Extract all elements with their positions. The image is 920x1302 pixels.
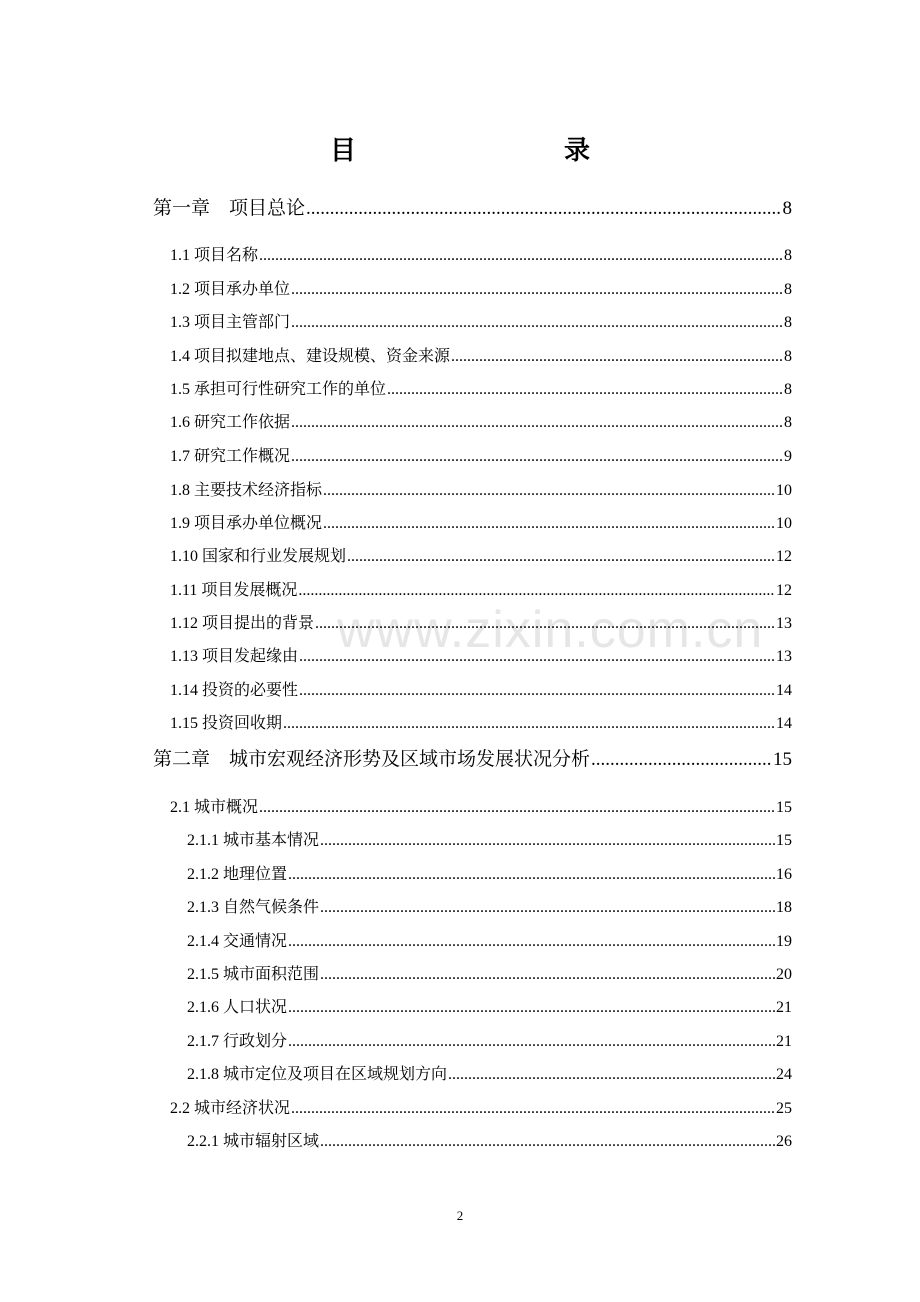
toc-page: 8: [784, 314, 792, 331]
toc-page: 8: [784, 247, 792, 264]
toc-page: 21: [776, 999, 792, 1016]
page-number: 2: [456, 1208, 464, 1223]
toc-entry-2-1-1[interactable]: [187, 827, 792, 850]
toc-label: 1.8 主要技术经济指标: [170, 482, 323, 499]
toc-entry-1-14[interactable]: [170, 677, 792, 700]
toc-page: 18: [776, 899, 792, 916]
toc-label: 1.10 国家和行业发展规划: [170, 548, 347, 565]
toc-leader: [448, 1066, 775, 1084]
toc-label: 1.4 项目拟建地点、建设规模、资金来源: [170, 348, 451, 365]
toc-entry-2-1-3[interactable]: [187, 894, 792, 917]
toc-page: 15: [776, 799, 792, 816]
toc-label: 1.2 项目承办单位: [170, 281, 291, 298]
toc-label: 2.2.1 城市辐射区域: [187, 1133, 320, 1150]
toc-label: 1.14 投资的必要性: [170, 682, 299, 699]
toc-entry-2-1-4[interactable]: [187, 928, 792, 951]
toc-label: 1.5 承担可行性研究工作的单位: [170, 381, 387, 398]
toc-label: 1.11 项目发展概况: [170, 582, 298, 599]
toc-page: 15: [776, 832, 792, 849]
toc-entry-1-2[interactable]: [170, 276, 792, 299]
toc-leader: [387, 381, 783, 399]
toc-label: 2.2 城市经济状况: [170, 1100, 291, 1117]
toc-page: 14: [776, 715, 792, 732]
toc-label: 1.6 研究工作依据: [170, 414, 291, 431]
toc-page: 13: [776, 615, 792, 632]
toc-page: 15: [773, 749, 792, 770]
toc-label: 2.1.1 城市基本情况: [187, 832, 320, 849]
toc-chapter-2[interactable]: [153, 744, 792, 771]
toc-label: 2.1.3 自然气候条件: [187, 899, 320, 916]
toc-entry-2-1[interactable]: [170, 794, 792, 817]
toc-label: 1.7 研究工作概况: [170, 448, 291, 465]
toc-page: 14: [776, 682, 792, 699]
toc-entry-1-9[interactable]: [170, 510, 792, 533]
toc-entry-1-15[interactable]: [170, 710, 792, 733]
toc-page: 8: [782, 198, 792, 219]
toc-page: 10: [776, 515, 792, 532]
toc-label: 2.1.6 人口状况: [187, 999, 288, 1016]
toc-leader: [320, 832, 775, 850]
toc-label: 第二章 城市宏观经济形势及区域市场发展状况分析: [153, 749, 591, 770]
toc-leader: [291, 1100, 775, 1118]
toc-entry-2-1-6[interactable]: [187, 994, 792, 1017]
toc-page: 13: [776, 648, 792, 665]
toc-page: 26: [776, 1133, 792, 1150]
toc-label: 1.3 项目主管部门: [170, 314, 291, 331]
toc-leader: [591, 749, 772, 771]
toc-label: 2.1.4 交通情况: [187, 933, 288, 950]
toc-entry-2-1-2[interactable]: [187, 861, 792, 884]
toc-leader: [259, 247, 783, 265]
toc-leader: [320, 966, 775, 984]
toc-entry-1-5[interactable]: [170, 376, 792, 399]
toc-entry-1-8[interactable]: [170, 477, 792, 500]
toc-page: 12: [776, 582, 792, 599]
toc-label: 2.1 城市概况: [170, 799, 259, 816]
toc-page: 25: [776, 1100, 792, 1117]
toc-leader: [288, 933, 775, 951]
toc-entry-2-1-5[interactable]: [187, 961, 792, 984]
toc-leader: [451, 348, 783, 366]
toc-leader: [288, 866, 775, 884]
toc-leader: [291, 448, 783, 466]
toc-page: 16: [776, 866, 792, 883]
toc-leader: [288, 999, 775, 1017]
toc-page: 8: [784, 414, 792, 431]
toc-leader: [323, 515, 775, 533]
page-title: 目 录: [329, 136, 642, 165]
toc-entry-2-2[interactable]: [170, 1095, 792, 1118]
toc-page: 10: [776, 482, 792, 499]
toc-leader: [283, 715, 775, 733]
toc-label: 1.15 投资回收期: [170, 715, 283, 732]
toc-entry-1-3[interactable]: [170, 309, 792, 332]
toc-leader: [259, 799, 775, 817]
toc-entry-1-7[interactable]: [170, 443, 792, 466]
toc-page: 8: [784, 281, 792, 298]
toc-entry-1-1[interactable]: [170, 242, 792, 265]
toc-entry-1-12[interactable]: [170, 610, 792, 633]
toc-label: 1.9 项目承办单位概况: [170, 515, 323, 532]
toc-leader: [291, 314, 783, 332]
toc-leader: [299, 682, 775, 700]
toc-leader: [299, 648, 775, 666]
toc-label: 第一章 项目总论: [153, 198, 306, 219]
toc-page: 8: [784, 348, 792, 365]
toc-entry-2-2-1[interactable]: [187, 1128, 792, 1151]
toc-label: 2.1.5 城市面积范围: [187, 966, 320, 983]
toc-entry-1-10[interactable]: [170, 543, 792, 566]
toc-entry-1-4[interactable]: [170, 343, 792, 366]
toc-label: 1.12 项目提出的背景: [170, 615, 315, 632]
toc-label: 1.13 项目发起缘由: [170, 648, 299, 665]
toc-leader: [291, 414, 783, 432]
toc-page: 20: [776, 966, 792, 983]
toc-page: 24: [776, 1066, 792, 1083]
toc-page: 9: [784, 448, 792, 465]
toc-label: 1.1 项目名称: [170, 247, 259, 264]
toc-label: 2.1.7 行政划分: [187, 1033, 288, 1050]
watermark: www.zixin.com.cn: [337, 601, 764, 659]
toc-chapter-1[interactable]: [153, 193, 792, 220]
toc-entry-1-6[interactable]: [170, 409, 792, 432]
toc-leader: [315, 615, 775, 633]
toc-label: 2.1.8 城市定位及项目在区域规划方向: [187, 1066, 448, 1083]
toc-leader: [320, 1133, 775, 1151]
toc-page: 21: [776, 1033, 792, 1050]
toc-page: 8: [784, 381, 792, 398]
toc-leader: [320, 899, 775, 917]
toc-entry-2-1-7[interactable]: [187, 1028, 792, 1051]
toc-page: 19: [776, 933, 792, 950]
toc-page: 12: [776, 548, 792, 565]
toc-entry-1-13[interactable]: [170, 643, 792, 666]
toc-entry-1-11[interactable]: [170, 577, 792, 600]
toc-leader: [306, 198, 781, 220]
toc-leader: [288, 1033, 775, 1051]
toc-leader: [291, 281, 783, 299]
toc-entry-2-1-8[interactable]: [187, 1061, 792, 1084]
toc-leader: [323, 482, 775, 500]
toc-label: 2.1.2 地理位置: [187, 866, 288, 883]
toc-leader: [298, 582, 775, 600]
toc-leader: [347, 548, 775, 566]
